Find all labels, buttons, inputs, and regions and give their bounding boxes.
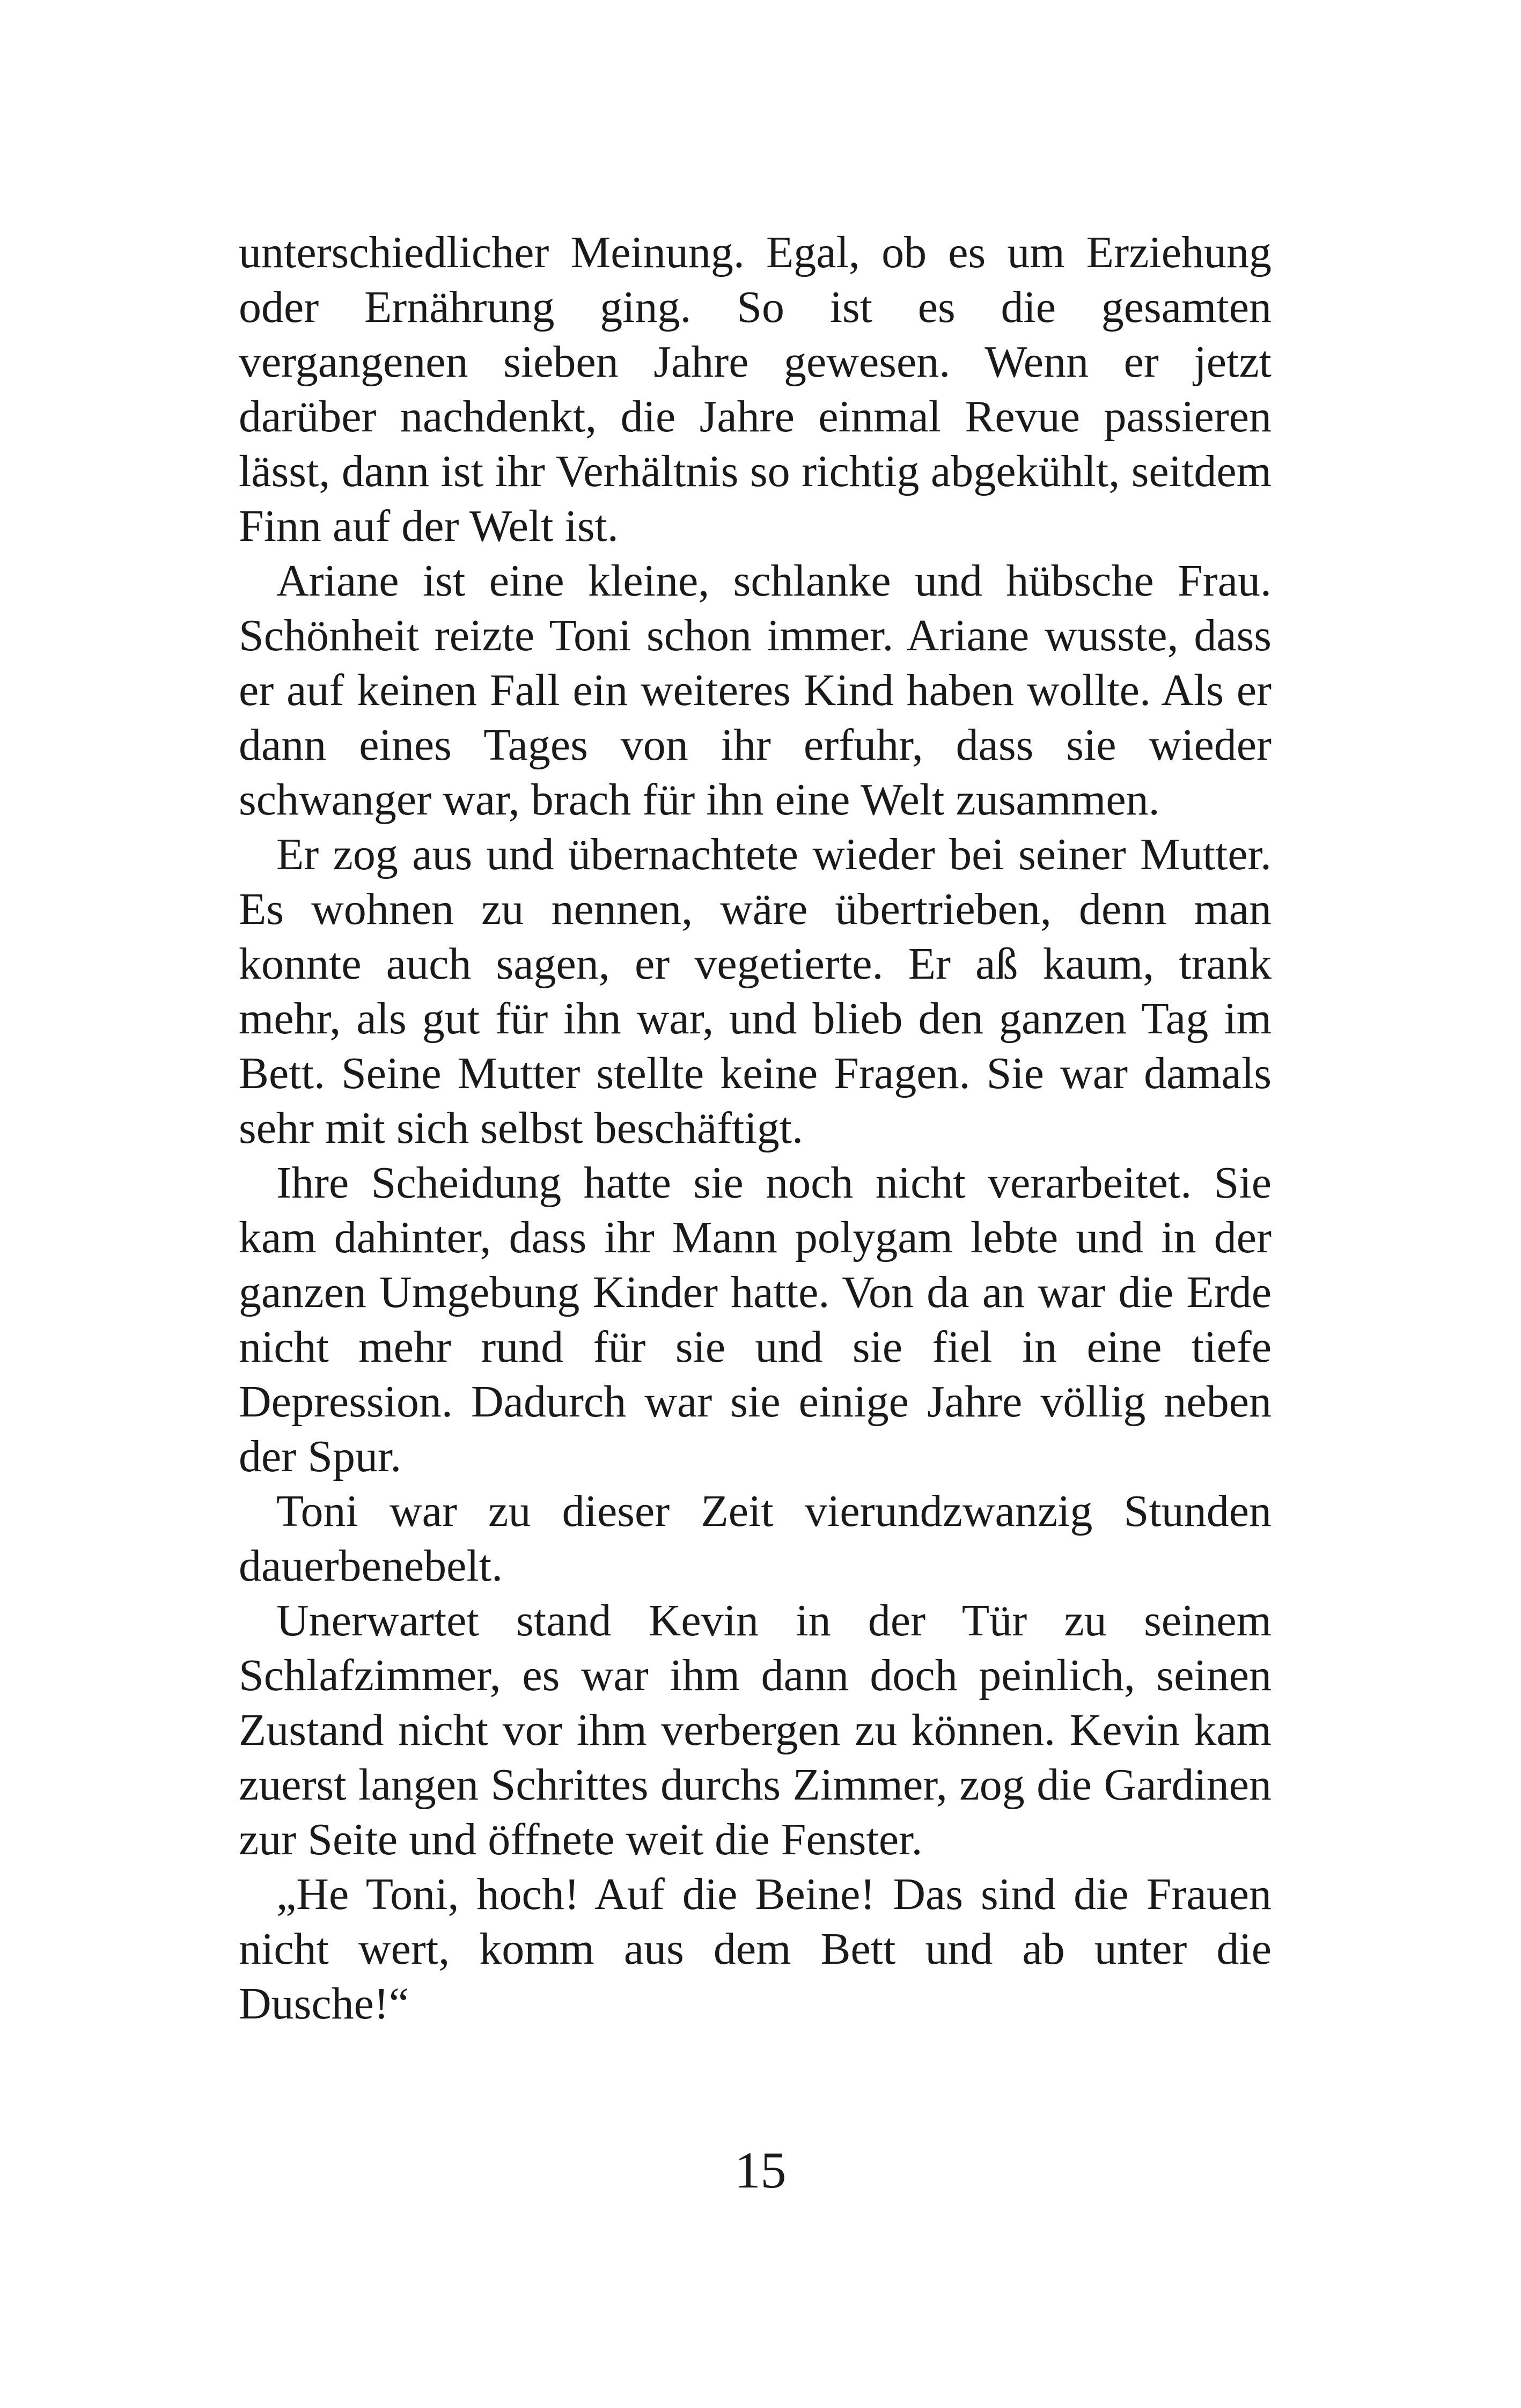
- paragraph-4: Ihre Scheidung hatte sie noch nicht verarbeitet. Sie kam dahinter, dass ihr Mann polygam lebte und in der ganzen Umgebung Kinder hatte. Von da an war die Erde nicht mehr rund für sie und sie fiel in eine tiefe Depression. Dadurch war sie einige Jahre völlig neben der Spur.: [239, 1158, 1272, 1481]
- book-page-text: [239, 225, 1272, 2031]
- page-number: 15: [734, 2141, 787, 2199]
- paragraph-1: unterschiedlicher Meinung. Egal, ob es um Erziehung oder Ernährung ging. So ist es die gesamten vergangenen sieben Jahre gewesen. Wenn er jetzt darüber nachdenkt, die Jahre einmal Revue passieren lässt, dann ist ihr Verhältnis so richtig abgekühlt, seitdem Finn auf der Welt ist.: [239, 227, 1272, 551]
- paragraph-5: Toni war zu dieser Zeit vierundzwanzig Stunden dauerbenebelt.: [239, 1486, 1272, 1591]
- paragraph-6: Unerwartet stand Kevin in der Tür zu seinem Schlafzimmer, es war ihm dann doch peinlich, seinen Zustand nicht vor ihm verbergen zu können. Kevin kam zuerst langen Schrittes durchs Zimmer, zog die Gardinen zur Seite und öffnete weit die Fenster.: [239, 1596, 1272, 1864]
- paragraph-2: Ariane ist eine kleine, schlanke und hübsche Frau. Schönheit reizte Toni schon immer. Ariane wusste, dass er auf keinen Fall ein weiteres Kind haben wollte. Als er dann eines Tages von ihr erfuhr, dass sie wieder schwanger war, brach für ihn eine Welt zusammen.: [239, 556, 1272, 825]
- paragraph-3: Er zog aus und übernachtete wieder bei seiner Mutter. Es wohnen zu nennen, wäre übertrieben, denn man konnte auch sagen, er vegetierte. Er aß kaum, trank mehr, als gut für ihn war, und blieb den ganzen Tag im Bett. Seine Mutter stellte keine Fragen. Sie war damals sehr mit sich selbst beschäftigt.: [239, 829, 1272, 1153]
- paragraph-7: „He Toni, hoch! Auf die Beine! Das sind die Frauen nicht wert, komm aus dem Bett und ab unter die Dusche!“: [239, 1869, 1272, 2029]
